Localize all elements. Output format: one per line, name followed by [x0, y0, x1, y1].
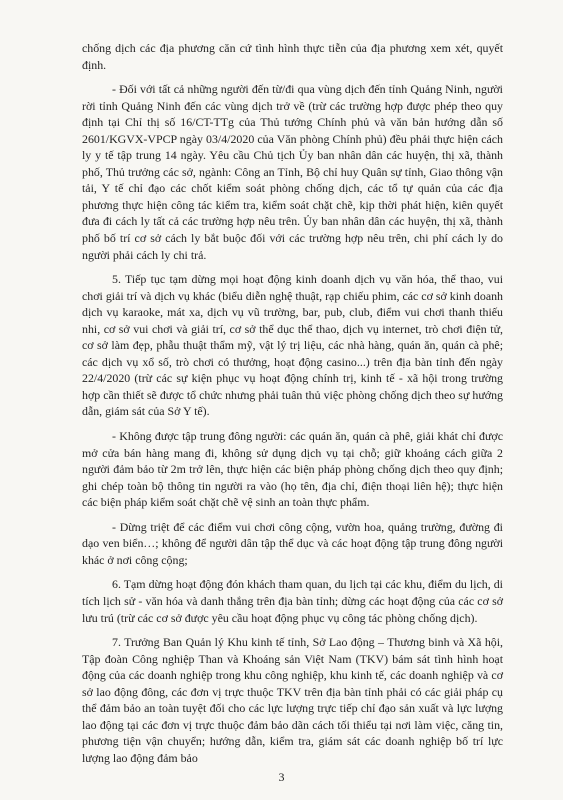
paragraph-item-5: 5. Tiếp tục tạm dừng mọi hoạt động kinh doanh dịch vụ văn hóa, thể thao, vui chơi giải trí và dịch vụ khác (biểu diễn nghệ thuật, rạp chiếu phim, các cơ sở kinh doanh dịch vụ karaoke, mát xa, dịch vụ vũ trường, bar, pub, club, điểm vui chơi thanh thiếu nhi, cơ sở vui chơi và giải trí, cơ sở thể dục thể thao, dịch vụ internet, trò chơi điện tử, cơ sở làm đẹp, phẫu thuật thẩm mỹ, vật lý trị liệu, các nhà hàng, quán ăn, quán cà phê; các dịch vụ xổ số, trò chơi có thưởng, hoạt động casino...) trên địa bàn tỉnh đến ngày 22/4/2020 (trừ các sự kiện phục vụ hoạt động chính trị, kinh tế - xã hội trong trường hợp cần thiết sẽ được tổ chức nhưng phải tuân thủ việc phòng chống dịch theo sự hướng dẫn, giám sát của Sở Y tế).: [82, 272, 503, 419]
paragraph-isolation-rule: - Đối với tất cả những người đến từ/đi qua vùng dịch đến tỉnh Quảng Ninh, người rời tỉnh Quảng Ninh đến các vùng dịch trở về (trừ các trường hợp được phép theo quy định tại Chỉ thị số 16/CT-TTg của Thủ tướng Chính phủ và văn bản hướng dẫn số 2601/KGVX-VPCP ngày 03/4/2020 của Văn phòng Chính phủ) đều phải thực hiện cách ly y tế tập trung 14 ngày. Yêu cầu Chủ tịch Ủy ban nhân dân các huyện, thị xã, thành phố, Thủ trưởng các sở, ngành: Công an Tỉnh, Bộ chỉ huy Quân sự tỉnh, Giao thông vận tải, Y tế chỉ đạo các chốt kiểm soát phòng chống dịch, các tổ tự quản của các địa phương thực hiện công tác kiểm tra, kiểm soát chặt chẽ, kịp thời phát hiện, kiên quyết đưa đi cách ly tất cả các trường hợp nêu trên. Ủy ban nhân dân các huyện, thị xã, thành phố bố trí cơ sở cách ly bắt buộc đối với các trường hợp nêu trên, chi phí cách ly do người phải cách ly chi trả.: [82, 82, 503, 262]
paragraph-public-places: - Dừng triệt để các điểm vui chơi công cộng, vườn hoa, quảng trường, đường đi dạo ven biển…; không để người dân tập thể dục và các hoạt động tập trung đông người khác ở nơi công cộng;: [82, 519, 503, 567]
page-number: 3: [278, 770, 285, 784]
paragraph-item-7: 7. Trưởng Ban Quản lý Khu kinh tế tỉnh, Sở Lao động – Thương binh và Xã hội, Tập đoàn Công nghiệp Than và Khoáng sản Việt Nam (TKV) bám sát tình hình hoạt động của các doanh nghiệp trong khu công nghiệp, khu kinh tế, các doanh nghiệp và cơ sở lao động đông, các đơn vị trực thuộc TKV trên địa bàn tỉnh phải có các giải pháp cụ thể đảm bảo an toàn tuyệt đối cho các lực lượng trực tiếp chỉ đạo sản xuất và lực lượng lao động tại các đơn vị trực thuộc đảm bảo dãn cách tối thiểu tại nơi làm việc, căng tin, phương tiện vận chuyển; hướng dẫn, kiểm tra, giám sát các doanh nghiệp bố trí lực lượng lao động đảm bảo: [82, 635, 503, 765]
paragraph-item-6: 6. Tạm dừng hoạt động đón khách tham quan, du lịch tại các khu, điểm du lịch, di tích lịch sử - văn hóa và danh thắng trên địa bàn tỉnh; dừng các hoạt động của các cơ sở lưu trú (trừ các cơ sở được yêu cầu hoạt động phục vụ công tác phòng chống dịch).: [82, 577, 503, 625]
paragraph-continuation: chống dịch các địa phương căn cứ tình hình thực tiễn của địa phương xem xét, quyết định.: [82, 41, 503, 72]
paragraph-no-gathering: - Không được tập trung đông người: các quán ăn, quán cà phê, giải khát chỉ được mở cửa bán hàng mang đi, không sử dụng dịch vụ tại chỗ; giữ khoảng cách giữa 2 người đảm bảo từ 2m trở lên, thực hiện các biện pháp phòng chống dịch theo quy định; ghi chép toàn bộ thông tin người ra vào (họ tên, địa chỉ, điện thoại liên hệ); thực hiện các biện pháp kiểm soát chặt chẽ vệ sinh an toàn thực phẩm.: [82, 429, 503, 510]
